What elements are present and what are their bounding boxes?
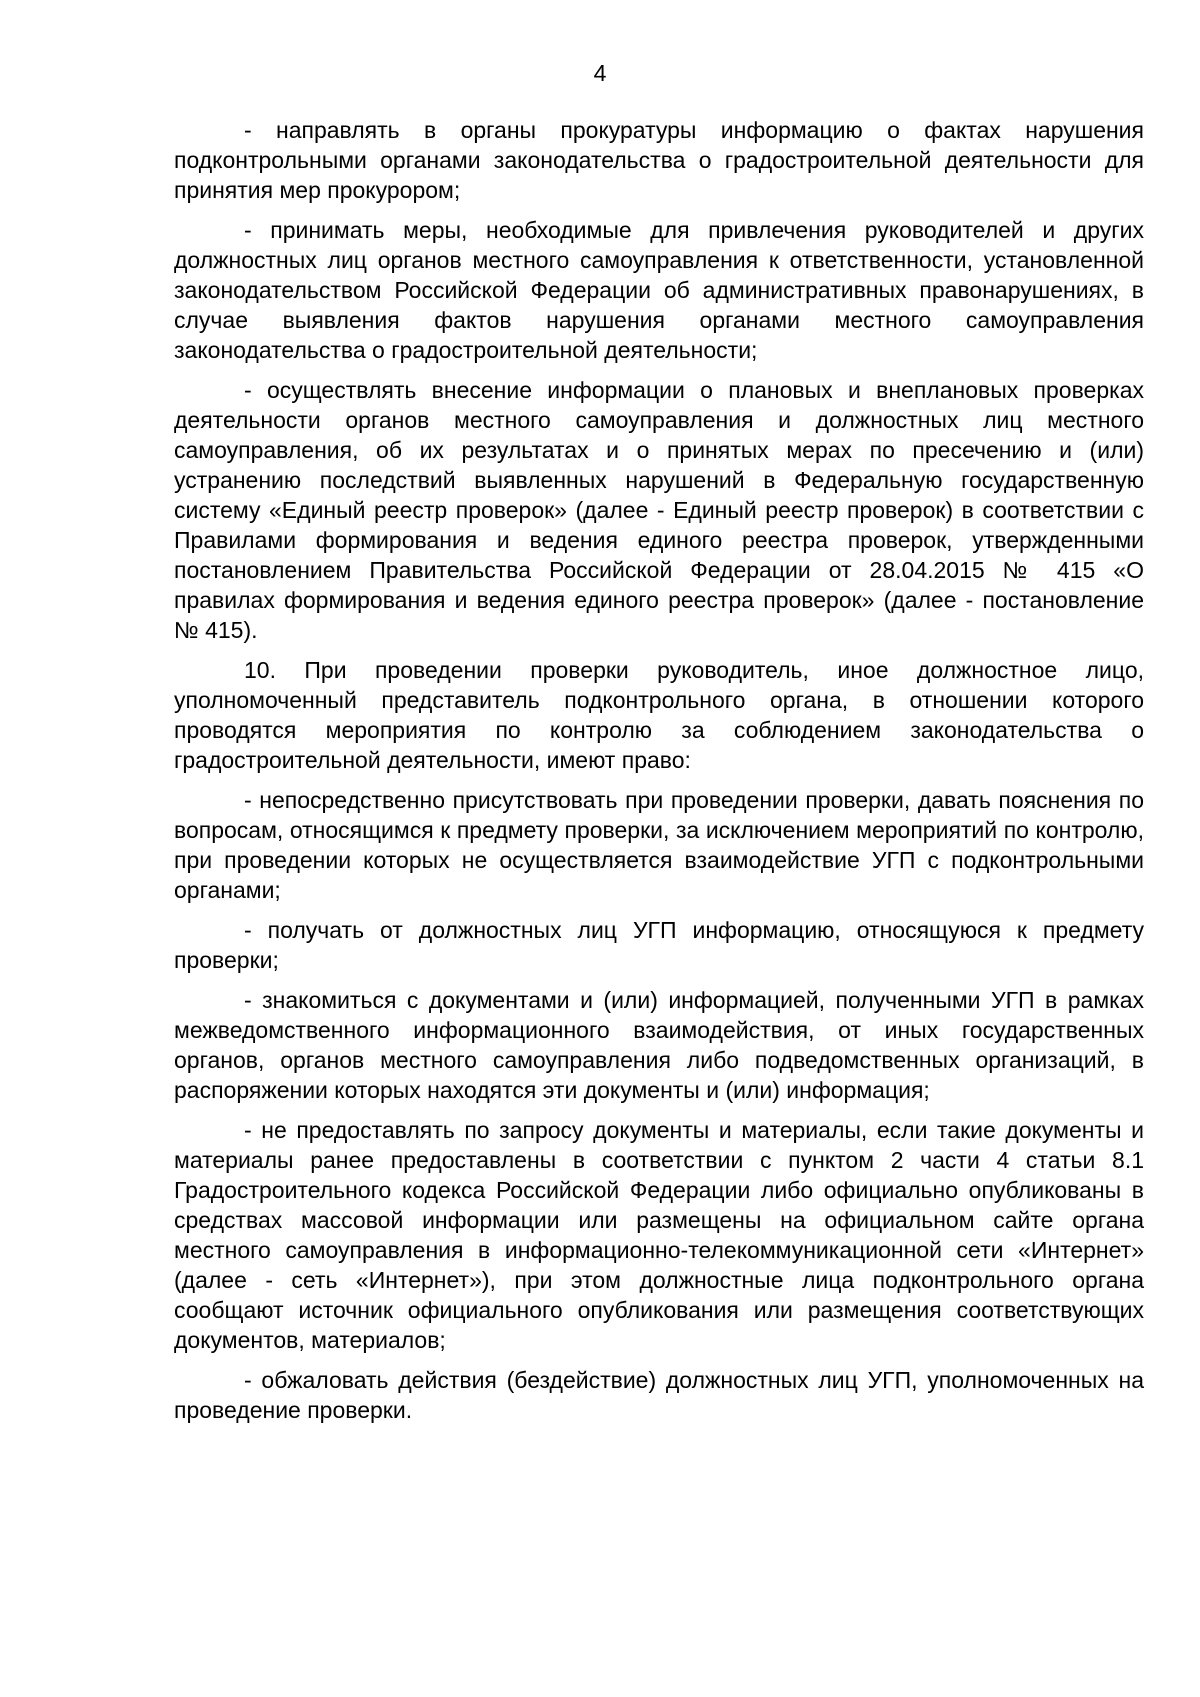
paragraph: - обжаловать действия (бездействие) должностных лиц УГП, уполномоченных на проведение проверки. xyxy=(174,1367,1144,1423)
paragraph: - непосредственно присутствовать при проведении проверки, давать пояснения по вопросам, относящимся к предмету проверки, за исключением мероприятий по контролю, при проведении которых не осуществляется взаимодействие УГП с подконтрольными органами; xyxy=(174,787,1144,903)
paragraph: 10. При проведении проверки руководитель, иное должностное лицо, уполномоченный представитель подконтрольного органа, в отношении которого проводятся мероприятия по контролю за соблюдением законодательства о градостроительной деятельности, имеют право: xyxy=(174,657,1144,773)
paragraph: - получать от должностных лиц УГП информацию, относящуюся к предмету проверки; xyxy=(174,917,1144,973)
paragraph: - осуществлять внесение информации о плановых и внеплановых проверках деятельности органов местного самоуправления и должностных лиц местного самоуправления, об их результатах и о принятых мерах по пресечению и (или) устранению последствий выявленных нарушений в Федеральную государственную систему «Единый реестр проверок» (далее - Единый реестр проверок) в соответствии с Правилами формирования и ведения единого реестра проверок, утвержденными постановлением Правительства Российской Федерации от 28.04.2015 № 415 «О правилах формирования и ведения единого реестра проверок» (далее - постановление № 415). xyxy=(174,377,1144,643)
page-number: 4 xyxy=(593,60,607,86)
paragraph: - принимать меры, необходимые для привлечения руководителей и других должностных лиц органов местного самоуправления к ответственности, установленной законодательством Российской Федерации об административных правонарушениях, в случае выявления фактов нарушения органами местного самоуправления законодательства о градостроительной деятельности; xyxy=(174,217,1144,363)
document-body xyxy=(174,115,1144,1435)
paragraph: - знакомиться с документами и (или) информацией, полученными УГП в рамках межведомственного информационного взаимодействия, от иных государственных органов, органов местного самоуправления либо подведомственных организаций, в распоряжении которых находятся эти документы и (или) информация; xyxy=(174,987,1144,1103)
paragraph: - не предоставлять по запросу документы и материалы, если такие документы и материалы ранее предоставлены в соответствии с пунктом 2 части 4 статьи 8.1 Градостроительного кодекса Российской Федерации либо официально опубликованы в средствах массовой информации или размещены на официальном сайте органа местного самоуправления в информационно-телекоммуникационной сети «Интернет» (далее - сеть «Интернет»), при этом должностные лица подконтрольного органа сообщают источник официального опубликования или размещения соответствующих документов, материалов; xyxy=(174,1117,1144,1353)
paragraph: - направлять в органы прокуратуры информацию о фактах нарушения подконтрольными органами законодательства о градостроительной деятельности для принятия мер прокурором; xyxy=(174,117,1144,203)
